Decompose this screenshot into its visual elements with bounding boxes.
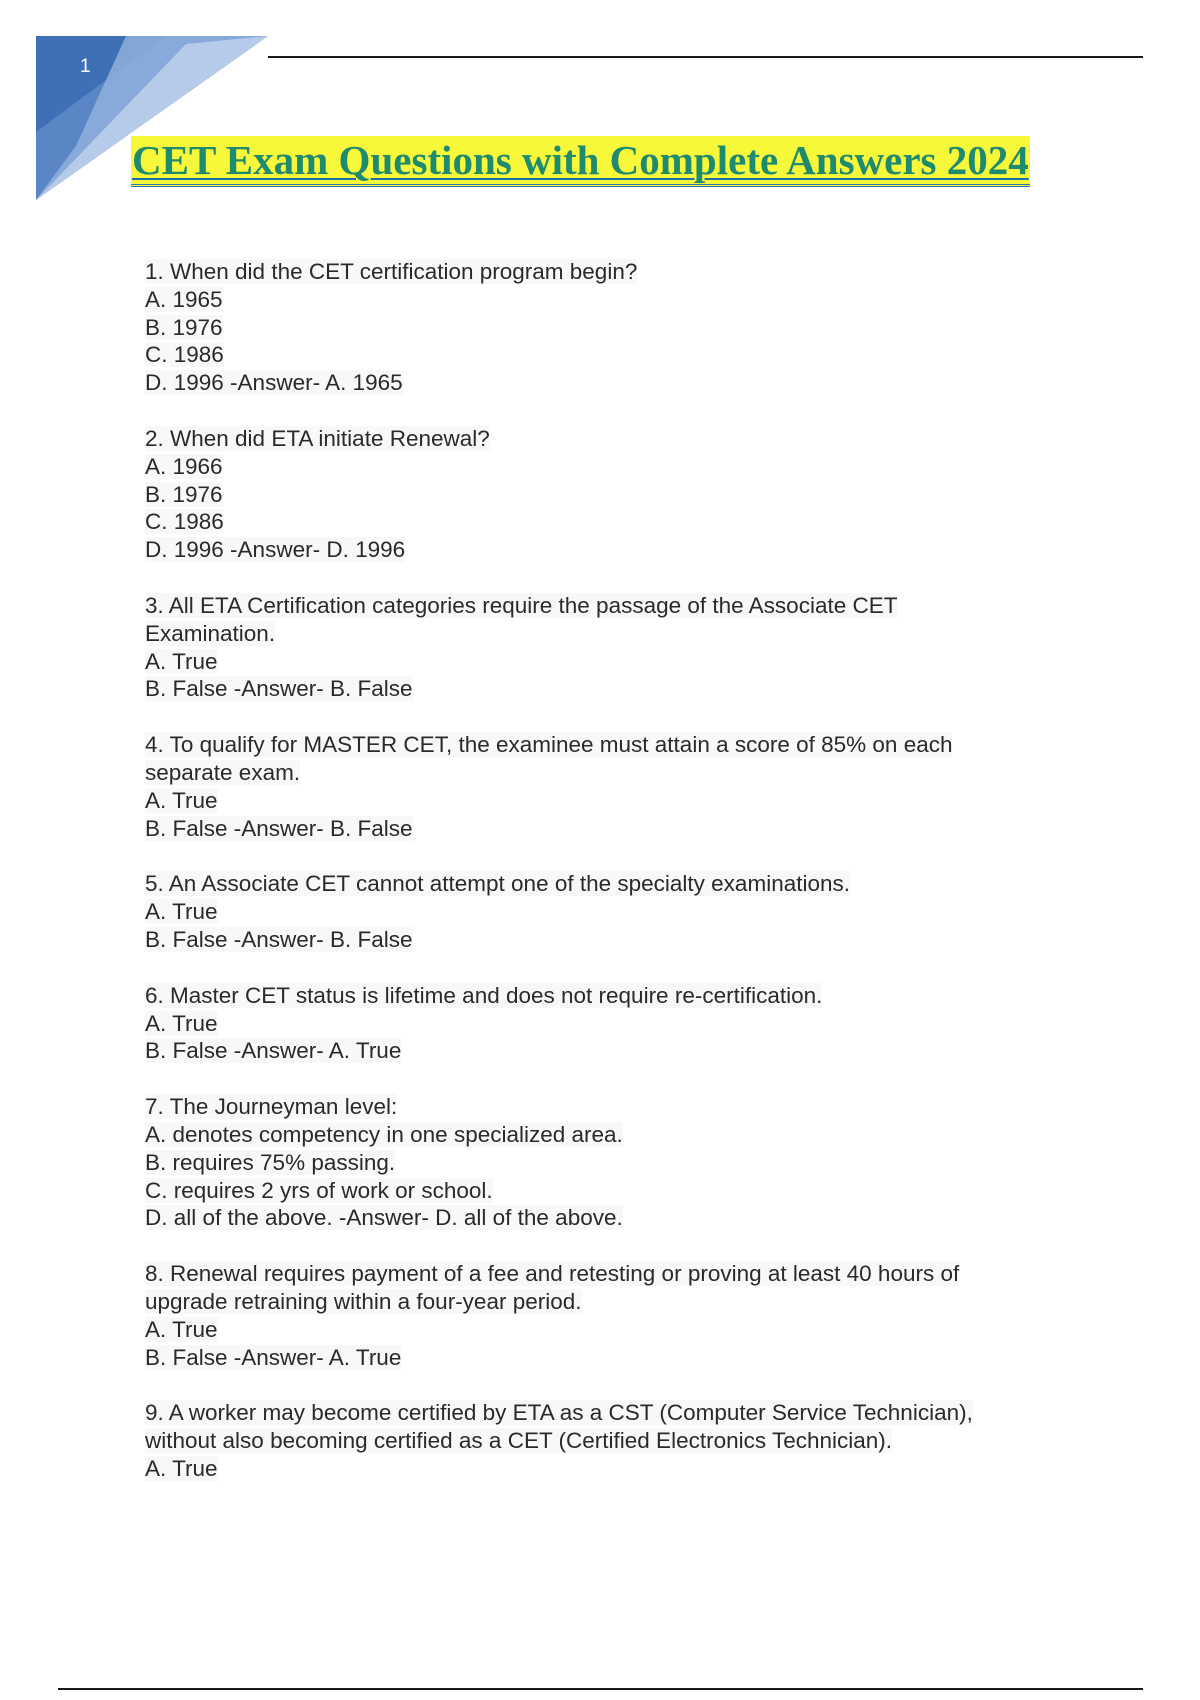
answer-option-with-key: D. all of the above. -Answer- D. all of the above. [145,1205,623,1231]
document-title: CET Exam Questions with Complete Answers 2024 [131,136,1030,187]
answer-option-with-key: B. False -Answer- B. False [145,815,413,841]
answer-option: A. 1966 [145,453,223,479]
question-line: Examination. [145,620,276,646]
question-5 [145,870,1045,953]
page-number: 1 [80,56,91,77]
answer-option: A. True [145,648,218,674]
question-line: 4. To qualify for MASTER CET, the examinee must attain a score of 85% on each [145,732,953,758]
question-line: 5. An Associate CET cannot attempt one of the specialty examinations. [145,871,850,897]
question-list [145,258,1045,1511]
answer-option: C. 1986 [145,342,224,368]
footer-divider [58,1688,1143,1690]
question-8 [145,1260,1045,1371]
question-4 [145,731,1045,842]
question-line: 2. When did ETA initiate Renewal? [145,425,490,451]
header-divider [268,56,1143,58]
answer-option: A. True [145,1455,218,1481]
answer-option-with-key: D. 1996 -Answer- D. 1996 [145,537,406,563]
answer-option: A. True [145,899,218,925]
answer-option-with-key: B. False -Answer- B. False [145,676,413,702]
question-3 [145,592,1045,703]
question-line: 9. A worker may become certified by ETA as a CST (Computer Service Technician), [145,1400,973,1426]
question-7 [145,1093,1045,1232]
question-line: 7. The Journeyman level: [145,1094,398,1120]
answer-option: A. True [145,1316,218,1342]
answer-option: A. True [145,787,218,813]
question-9 [145,1399,1045,1482]
answer-option-with-key: B. False -Answer- B. False [145,926,413,952]
answer-option: C. requires 2 yrs of work or school. [145,1177,493,1203]
question-line: without also becoming certified as a CET (Certified Electronics Technician). [145,1428,893,1454]
answer-option: B. 1976 [145,314,223,340]
question-line: 3. All ETA Certification categories require the passage of the Associate CET [145,592,898,618]
question-line: 1. When did the CET certification program begin? [145,259,638,284]
answer-option: B. requires 75% passing. [145,1149,396,1175]
answer-option: A. denotes competency in one specialized area. [145,1121,623,1147]
question-line: upgrade retraining within a four-year period. [145,1288,582,1314]
question-1 [145,258,1045,397]
answer-option-with-key: B. False -Answer- A. True [145,1038,402,1064]
answer-option-with-key: B. False -Answer- A. True [145,1344,402,1370]
answer-option: A. 1965 [145,286,223,312]
question-line: 6. Master CET status is lifetime and does not require re-certification. [145,982,823,1008]
answer-option: A. True [145,1010,218,1036]
question-line: 8. Renewal requires payment of a fee and retesting or proving at least 40 hours of [145,1261,960,1287]
answer-option: B. 1976 [145,481,223,507]
answer-option-with-key: D. 1996 -Answer- A. 1965 [145,370,403,396]
question-2 [145,425,1045,564]
question-6 [145,982,1045,1065]
answer-option: C. 1986 [145,509,224,535]
question-line: separate exam. [145,759,301,785]
